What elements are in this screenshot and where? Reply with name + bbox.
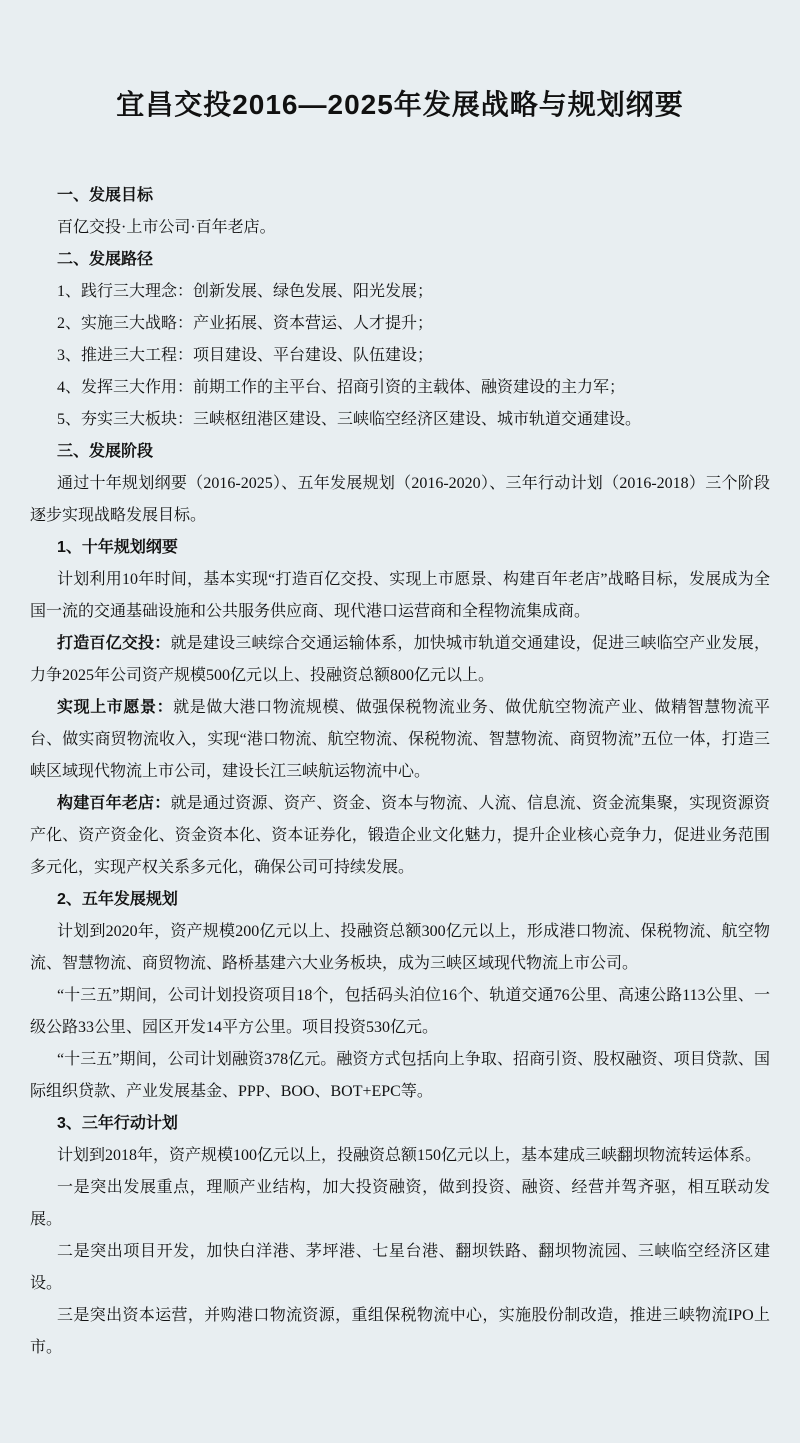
section-heading-development-path: 二、发展路径: [57, 251, 154, 268]
subheading-three-year-action-plan: 3、三年行动计划: [57, 1115, 178, 1132]
paragraph-lead-listing-vision: 实现上市愿景：: [57, 699, 174, 716]
paragraph-path-item-1: 1、践行三大理念：创新发展、绿色发展、阳光发展；: [57, 283, 434, 300]
paragraph-build-10b-jiaotou: [30, 628, 770, 692]
paragraph-text-build-10b: 就是建设三峡综合交通运输体系，加快城市轨道交通建设，促进三峡临空产业发展，力争2025年公司资产规模500亿元以上、投融资总额800亿元以上。: [30, 635, 770, 684]
paragraph-13-5-investment: “十三五”期间，公司计划投资项目18个，包括码头泊位16个、轨道交通76公里、高速公路113公里、一级公路33公里、园区开发14平方公里。项目投资530亿元。: [30, 987, 770, 1036]
section-heading-development-stages: 三、发展阶段: [57, 443, 154, 460]
paragraph-2018-targets: 计划到2018年，资产规模100亿元以上，投融资总额150亿元以上，基本建成三峡翻坝物流转运体系。: [57, 1147, 762, 1164]
paragraph-text-century-store: 就是通过资源、资产、资金、资本与物流、人流、信息流、资金流集聚，实现资源资产化、资产资金化、资金资本化、资本证券化，锻造企业文化魅力，提升企业核心竞争力，促进业务范围多元化，实现产权关系多元化，确保公司可持续发展。: [30, 795, 770, 876]
paragraph-action-point-1: 一是突出发展重点，理顺产业结构，加大投资融资，做到投资、融资、经营并驾齐驱，相互联动发展。: [30, 1179, 770, 1228]
paragraph-action-point-2: 二是突出项目开发，加快白洋港、茅坪港、七星台港、翻坝铁路、翻坝物流园、三峡临空经济区建设。: [30, 1243, 770, 1292]
paragraph-path-item-5: 5、夯实三大板块：三峡枢纽港区建设、三峡临空经济区建设、城市轨道交通建设。: [57, 411, 642, 428]
paragraph-path-item-2: 2、实施三大战略：产业拓展、资本营运、人才提升；: [57, 315, 434, 332]
subheading-five-year-plan: 2、五年发展规划: [57, 891, 178, 908]
paragraph-lead-century-store: 构建百年老店：: [57, 795, 171, 812]
paragraph-lead-build-10b: 打造百亿交投：: [57, 635, 171, 652]
paragraph-goal: 百亿交投·上市公司·百年老店。: [57, 219, 276, 236]
paragraph-text-listing-vision: 就是做大港口物流规模、做强保税物流业务、做优航空物流产业、做精智慧物流平台、做实商贸物流收入，实现“港口物流、航空物流、保税物流、智慧物流、商贸物流”五位一体，打造三峡区域现代物流上市公司，建设长江三峡航运物流中心。: [30, 699, 770, 780]
paragraph-2020-targets: 计划到2020年，资产规模200亿元以上、投融资总额300亿元以上，形成港口物流、保税物流、航空物流、智慧物流、商贸物流、路桥基建六大业务板块，成为三峡区域现代物流上市公司。: [30, 923, 770, 972]
paragraph-ten-year-plan: 计划利用10年时间，基本实现“打造百亿交投、实现上市愿景、构建百年老店”战略目标，发展成为全国一流的交通基础设施和公共服务供应商、现代港口运营商和全程物流集成商。: [30, 571, 770, 620]
paragraph-13-5-financing: “十三五”期间，公司计划融资378亿元。融资方式包括向上争取、招商引资、股权融资、项目贷款、国际组织贷款、产业发展基金、PPP、BOO、BOT+EPC等。: [30, 1051, 770, 1100]
paragraph-action-point-3: 三是突出资本运营，并购港口物流资源，重组保税物流中心，实施股份制改造，推进三峡物流IPO上市。: [30, 1307, 770, 1356]
paragraph-listing-vision: [30, 692, 770, 788]
document-body: [30, 180, 770, 1364]
paragraph-path-item-3: 3、推进三大工程：项目建设、平台建设、队伍建设；: [57, 347, 434, 364]
document-title: 宜昌交投2016—2025年发展战略与规划纲要: [116, 89, 684, 120]
paragraph-century-store: [30, 788, 770, 884]
section-heading-development-goal: 一、发展目标: [57, 187, 154, 204]
subheading-ten-year-outline: 1、十年规划纲要: [57, 539, 178, 556]
paragraph-stages-intro: 通过十年规划纲要（2016-2025）、五年发展规划（2016-2020）、三年行动计划（2016-2018）三个阶段逐步实现战略发展目标。: [30, 475, 770, 524]
paragraph-path-item-4: 4、发挥三大作用：前期工作的主平台、招商引资的主载体、融资建设的主力军；: [57, 379, 626, 396]
